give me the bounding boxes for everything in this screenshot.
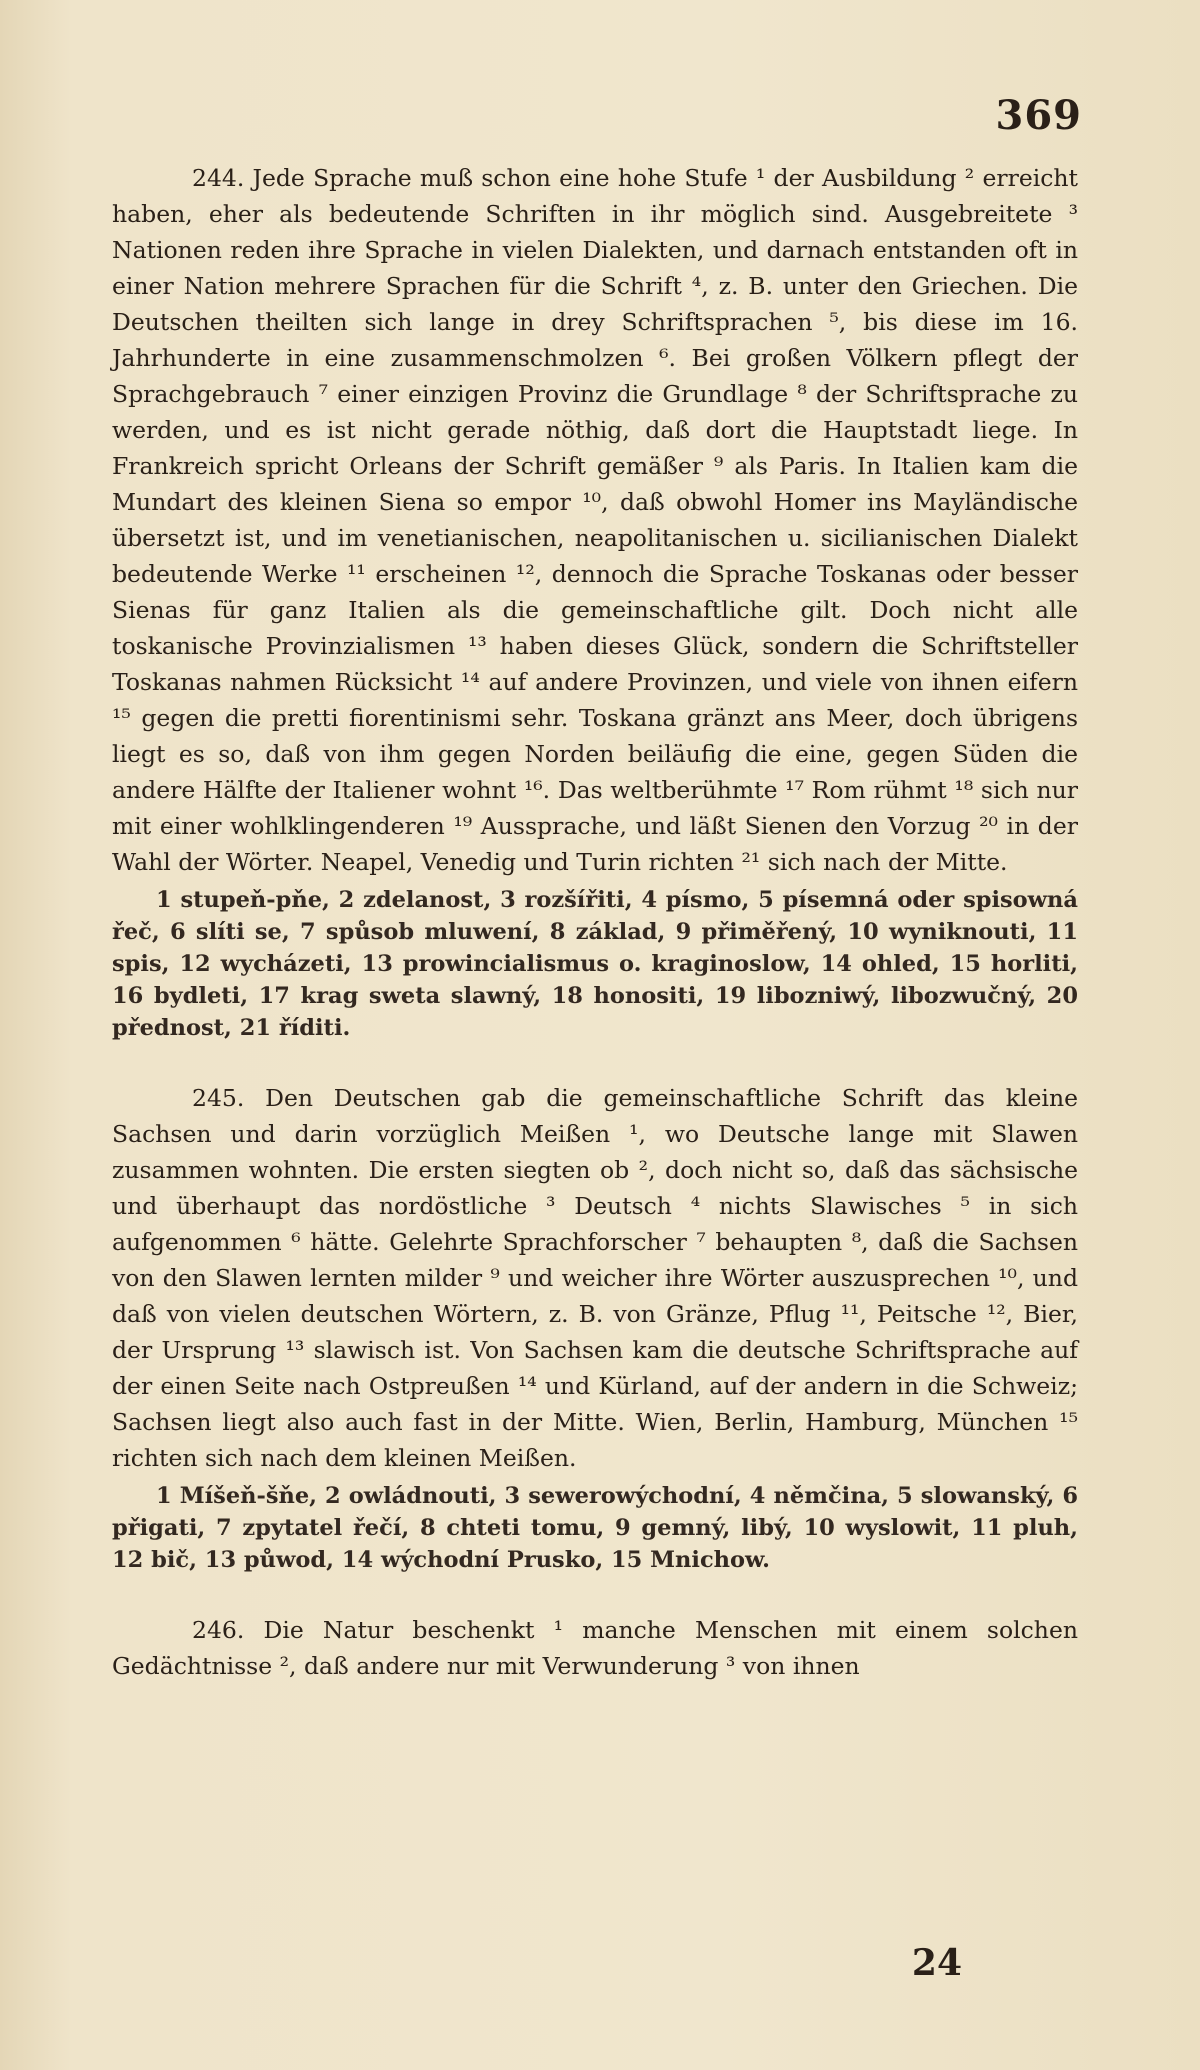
paragraph-246: 246. Die Natur beschenkt ¹ manche Menschen mit einem solchen Gedächtnisse ², daß andere nur mit Verwunderung ³ von ihnen <box>112 1616 1078 1680</box>
footnotes-245: 1 Míšeň-šňe, 2 owládnouti, 3 sewerowýchodní, 4 němčina, 5 slowanský, 6 přigati, 7 zpytatel řečí, 8 chteti tomu, 9 gemný, libý, 10 wyslowit, 11 pluh, 12 bič, 13 půwod, 14 wýchodní Prusko, 15 Mnichow. <box>112 1483 1078 1573</box>
page-number: 369 <box>995 92 1082 139</box>
signature-mark: 24 <box>911 1942 962 1984</box>
section-gap <box>112 1576 1078 1612</box>
paragraph-244: 244. Jede Sprache muß schon eine hohe Stufe ¹ der Ausbildung ² erreicht haben, eher als bedeutende Schriften in ihr möglich sind. Ausgebreitete ³ Nationen reden ihre Sprache in vielen Dialekten, und darnach entstanden oft in einer Nation mehrere Sprachen für die Schrift ⁴, z. B. unter den Griechen. Die Deutschen theilten sich lange in drey Schriftsprachen ⁵, bis diese im 16. Jahrhunderte in eine zusammenschmolzen ⁶. Bei großen Völkern pflegt der Sprachgebrauch ⁷ einer einzigen Provinz die Grundlage ⁸ der Schriftsprache zu werden, und es ist nicht gerade nöthig, daß dort die Hauptstadt liege. In Frankreich spricht Orleans der Schrift gemäßer ⁹ als Paris. In Italien kam die Mundart des kleinen Siena so empor ¹⁰, daß obwohl Homer ins Mayländische übersetzt ist, und im venetianischen, neapolitanischen u. sicilianischen Dialekt bedeutende Werke ¹¹ erscheinen ¹², dennoch die Sprache Toskanas oder besser Sienas für ganz Italien als die gemeinschaftliche gilt. Doch nicht alle toskanische Provinzialismen ¹³ haben dieses Glück, sondern die Schriftsteller Toskanas nahmen Rücksicht ¹⁴ auf andere Provinzen, und viele von ihnen eifern ¹⁵ gegen die pretti fiorentinismi sehr. Toskana gränzt ans Meer, doch übrigens liegt es so, daß von ihm gegen Norden beiläufig die eine, gegen Süden die andere Hälfte der Italiener wohnt ¹⁶. Das weltberühmte ¹⁷ Rom rühmt ¹⁸ sich nur mit einer wohlklingenderen ¹⁹ Aussprache, und läßt Sienen den Vorzug ²⁰ in der Wahl der Wörter. Neapel, Venedig und Turin richten ²¹ sich nach der Mitte. <box>112 164 1078 876</box>
footnotes-244: 1 stupeň-pňe, 2 zdelanost, 3 rozšířiti, 4 písmo, 5 písemná oder spisowná řeč, 6 slíti se, 7 spůsob mluwení, 8 základ, 9 přiměřený, 10 wyniknouti, 11 spis, 12 wycházeti, 13 prowincialismus o. kraginoslow, 14 ohled, 15 horliti, 16 bydleti, 17 krag sweta slawný, 18 honositi, 19 libozniwý, libozwučný, 20 přednost, 21 říditi. <box>112 887 1078 1041</box>
paragraph-245: 245. Den Deutschen gab die gemeinschaftliche Schrift das kleine Sachsen und darin vorzüglich Meißen ¹, wo Deutsche lange mit Slawen zusammen wohnten. Die ersten siegten ob ², doch nicht so, daß das sächsische und überhaupt das nordöstliche ³ Deutsch ⁴ nichts Slawisches ⁵ in sich aufgenommen ⁶ hätte. Gelehrte Sprachforscher ⁷ behaupten ⁸, daß die Sachsen von den Slawen lernten milder ⁹ und weicher ihre Wörter auszusprechen ¹⁰, und daß von vielen deutschen Wörtern, z. B. von Gränze, Pflug ¹¹, Peitsche ¹², Bier, der Ursprung ¹³ slawisch ist. Von Sachsen kam die deutsche Schriftsprache auf der einen Seite nach Ostpreußen ¹⁴ und Kürland, auf der andern in die Schweiz; Sachsen liegt also auch fast in der Mitte. Wien, Berlin, Hamburg, München ¹⁵ richten sich nach dem kleinen Meißen. <box>112 1084 1078 1472</box>
page-content <box>112 160 1078 1684</box>
section-gap <box>112 1044 1078 1080</box>
